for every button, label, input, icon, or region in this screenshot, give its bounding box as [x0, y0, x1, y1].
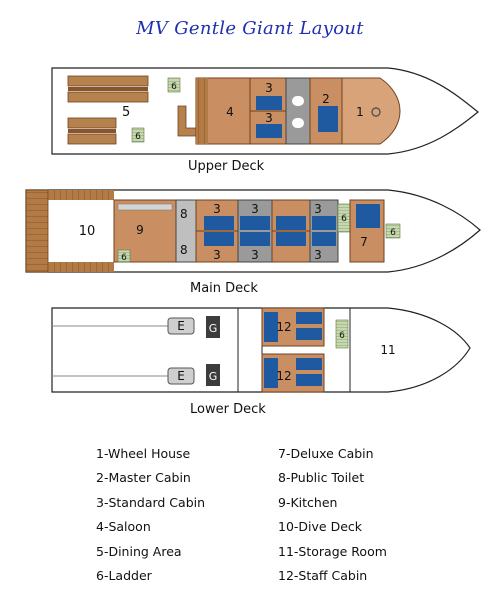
legend-item: 12-Staff Cabin: [278, 567, 368, 583]
legend-item: 9-Kitchen: [278, 494, 338, 510]
upper-ladder-a-label: 6: [171, 82, 177, 92]
upper-room-1: 1: [356, 105, 364, 119]
main-room-3-3: 3: [314, 202, 322, 216]
legend-item: 2-Master Cabin: [96, 470, 191, 486]
upper-deck: [52, 68, 478, 154]
main-room-3-4: 3: [213, 248, 221, 262]
main-room-9: 9: [136, 223, 144, 237]
upper-wc-icon: [292, 96, 304, 106]
main-room-3-1: 3: [213, 202, 221, 216]
main-room-10: 10: [78, 224, 96, 239]
lower-room-11: 11: [380, 343, 396, 357]
wheel-house: [342, 78, 400, 144]
diagram-title: MV Gentle Giant Layout: [136, 18, 364, 39]
lower-gen-a-label: G: [208, 322, 218, 335]
lower-engine-a-label: E: [177, 319, 185, 333]
legend-item: 11-Storage Room: [278, 543, 387, 559]
lower-room-12a: 12: [276, 320, 292, 334]
upper-wc-icon-2: [292, 118, 304, 128]
legend-item: 4-Saloon: [96, 519, 151, 535]
master-bed: [318, 106, 338, 132]
staff-bed-a2: [296, 312, 322, 324]
upper-bathrooms: [286, 78, 310, 144]
legend-item: 7-Deluxe Cabin: [278, 446, 374, 461]
legend-item: 10-Dive Deck: [278, 519, 363, 535]
upper-room-3b: 3: [265, 111, 273, 125]
lower-deck-label: Lower Deck: [190, 402, 266, 417]
dive-deck-stern: [26, 190, 48, 272]
main-ladder-side-label: 6: [390, 228, 396, 238]
upper-ladder-b-label: 6: [135, 132, 141, 142]
upper-deck-label: Upper Deck: [188, 159, 265, 174]
main-ladder-aft-label: 6: [121, 253, 127, 263]
upper-room-3a: 3: [265, 81, 273, 95]
kitchen-counter: [118, 204, 172, 210]
main-ladder-fwd-label: 6: [341, 214, 347, 224]
deluxe-bed: [356, 204, 380, 228]
main-room-3-2: 3: [251, 202, 259, 216]
lower-deck: [52, 308, 470, 392]
staff-bed-a3: [296, 328, 322, 340]
dive-deck-bench-top: [48, 190, 114, 200]
upper-room-5: 5: [122, 105, 131, 120]
lower-engine-b-label: E: [177, 369, 185, 383]
legend-left: [96, 444, 205, 590]
legend-right: [278, 444, 387, 590]
legend-item: 1-Wheel House: [96, 446, 191, 461]
staff-bed-b3: [296, 374, 322, 386]
upper-room-2: 2: [322, 92, 330, 106]
main-room-7: 7: [360, 235, 368, 249]
main-room-8b: 8: [180, 243, 188, 257]
dive-deck-bench-bottom: [48, 262, 114, 272]
main-deck-label: Main Deck: [190, 281, 258, 296]
legend-item: 3-Standard Cabin: [96, 494, 206, 510]
saloon-wood: [196, 78, 208, 144]
upper-room-4: 4: [226, 105, 234, 119]
main-room-3-6: 3: [314, 248, 322, 262]
lower-gen-b-label: G: [208, 370, 218, 383]
staff-bed-b2: [296, 358, 322, 370]
legend-item: 5-Dining Area: [96, 543, 182, 559]
main-room-8a: 8: [180, 207, 188, 221]
lower-ladder-label: 6: [339, 331, 345, 341]
legend-item: 8-Public Toilet: [278, 470, 365, 486]
main-deck: [26, 190, 480, 272]
lower-room-12b: 12: [276, 369, 292, 383]
legend-item: 6-Ladder: [96, 567, 152, 583]
lower-deck-hull: [52, 308, 470, 392]
main-room-3-5: 3: [251, 248, 259, 262]
